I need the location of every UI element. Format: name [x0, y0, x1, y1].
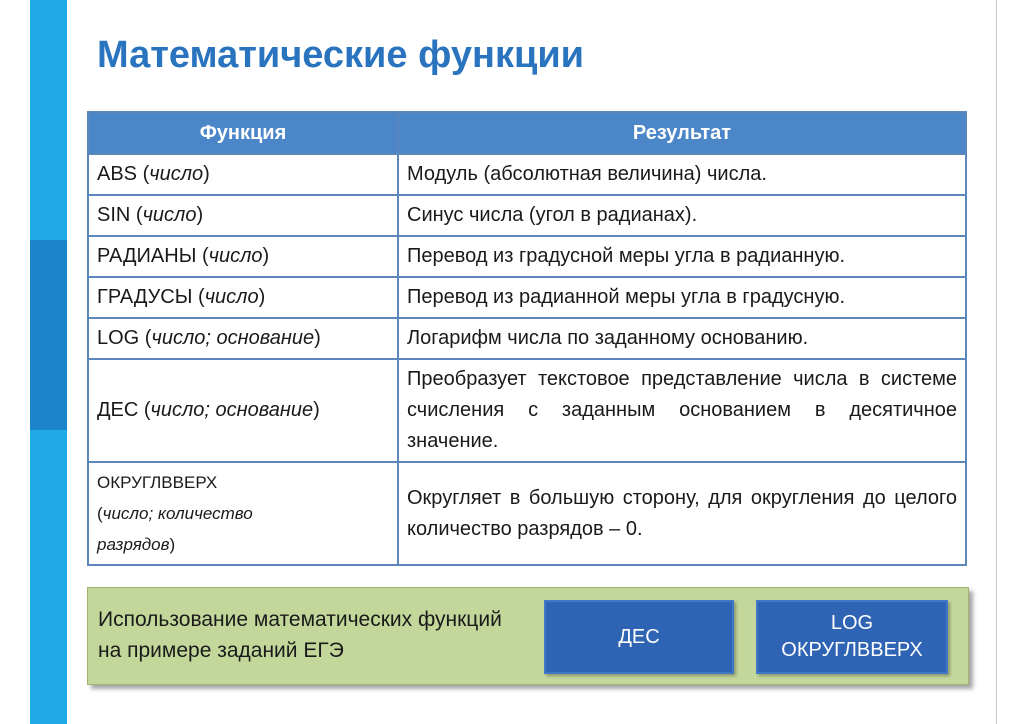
table-row: [88, 359, 966, 462]
table-row: [88, 318, 966, 359]
function-cell: ДЕС (число; основание): [88, 359, 398, 462]
dec-button-label: ДЕС: [618, 625, 660, 648]
result-cell: Синус числа (угол в радианах).: [398, 195, 966, 236]
result-cell: Преобразует текстовое представление числа в системе счисления с заданным основанием в десятичное значение.: [398, 359, 966, 462]
left-accent-bar-highlight: [30, 240, 67, 430]
functions-table: [87, 111, 967, 566]
function-cell: ABS (число): [88, 154, 398, 195]
function-args-cont: разрядов: [97, 535, 170, 554]
result-cell: Логарифм числа по заданному основанию.: [398, 318, 966, 359]
header-function: Функция: [88, 112, 398, 154]
function-name: ГРАДУСЫ: [97, 286, 193, 308]
page-title: Математические функции: [97, 34, 585, 76]
log-button-label: LOG: [830, 612, 874, 634]
function-args: число; основание: [151, 327, 315, 349]
function-name: LOG: [97, 327, 140, 349]
dec-example-button[interactable]: [544, 600, 734, 674]
log-roundup-example-button[interactable]: [756, 600, 948, 674]
table-row: [88, 236, 966, 277]
function-name: SIN: [97, 204, 131, 226]
result-cell: Модуль (абсолютная величина) числа.: [398, 154, 966, 195]
table-row: [88, 277, 966, 318]
right-border-line: [996, 0, 997, 724]
function-cell: РАДИАНЫ (число): [88, 236, 398, 277]
table-row: [88, 462, 966, 565]
function-name: ОКРУГЛВВЕРХ: [97, 473, 218, 492]
function-cell: ГРАДУСЫ (число): [88, 277, 398, 318]
function-name: ДЕС: [97, 399, 139, 421]
table-row: [88, 154, 966, 195]
function-args: число; основание: [150, 399, 314, 421]
function-args: число: [208, 245, 263, 267]
function-cell: SIN (число): [88, 195, 398, 236]
table-header-row: [88, 112, 966, 154]
header-result: Результат: [398, 112, 966, 154]
function-name: РАДИАНЫ: [97, 245, 197, 267]
function-args: число: [204, 286, 259, 308]
roundup-button-label: ОКРУГЛВВЕРХ: [781, 639, 923, 661]
function-args: число: [149, 163, 204, 185]
function-name: ABS: [97, 163, 138, 185]
ege-examples-panel: [87, 587, 969, 685]
result-cell: Перевод из радианной меры угла в градусную.: [398, 277, 966, 318]
result-cell: Округляет в большую сторону, для округления до целого количество разрядов – 0.: [398, 462, 966, 565]
result-cell: Перевод из градусной меры угла в радианную.: [398, 236, 966, 277]
function-cell: LOG (число; основание): [88, 318, 398, 359]
ege-examples-text: Использование математических функций на примере заданий ЕГЭ: [98, 608, 502, 662]
function-cell: ОКРУГЛВВЕРХ (число; количество разрядов): [88, 462, 398, 565]
function-args: число; количество: [102, 504, 253, 523]
table-row: [88, 195, 966, 236]
function-args: число: [142, 204, 197, 226]
